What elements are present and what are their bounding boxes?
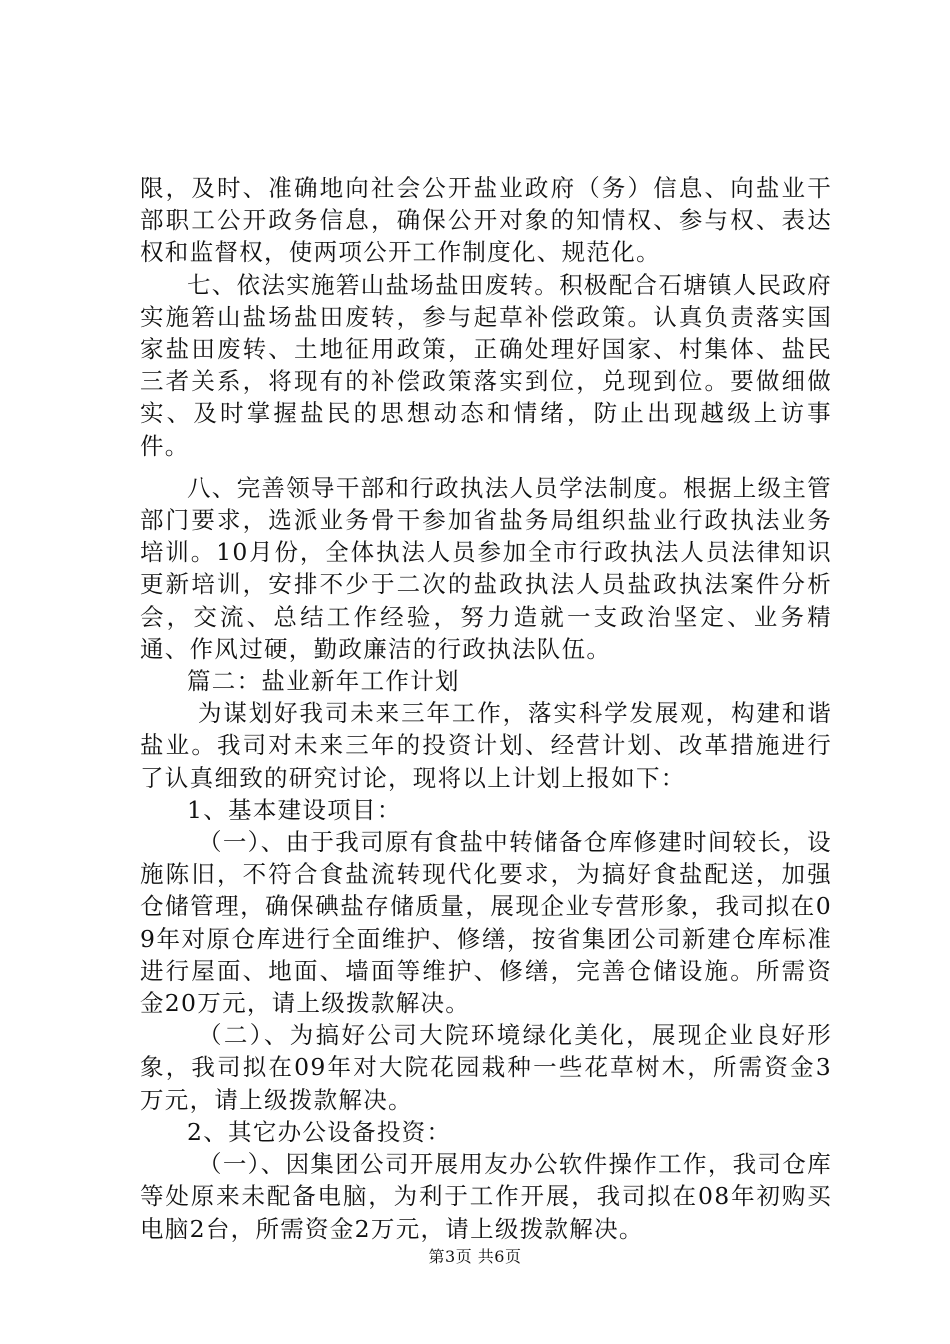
paragraph-section-eight: 八、完善领导干部和行政执法人员学法制度。根据上级主管部门要求，选派业务骨干参加省盐务局组织盐业行政执法业务培训。10月份，全体执法人员参加全市行政执法人员法律知识更新培训，安排不少于二次的盐政执法人员盐政执法案件分析会，交流、总结工作经验，努力造就一支政治坚定、业务精通、作风过硬，勤政廉洁的行政执法队伍。	[140, 473, 832, 663]
paragraph-item-greening: （二）、为搞好公司大院环境绿化美化，展现企业良好形象，我司拟在09年对大院花园栽种一些花草树木，所需资金3万元，请上级拨款解决。	[140, 1021, 832, 1114]
subheading-construction: 1、基本建设项目：	[187, 795, 402, 824]
paragraph-item-warehouse: （一）、由于我司原有食盐中转储备仓库修建时间较长，设施陈旧，不符合食盐流转现代化要求，为搞好食盐配送，加强仓储管理，确保碘盐存储质量，展现企业专营形象，我司拟在09年对原仓库进行全面维护、修缮，按省集团公司新建仓库标准进行屋面、地面、墙面等维护、修缮，完善仓储设施。所需资金20万元，请上级拨款解决。	[140, 828, 832, 1018]
page-footer: 第3页 共6页	[428, 1247, 522, 1266]
paragraph-continuation: 限，及时、准确地向社会公开盐业政府（务）信息、向盐业干部职工公开政务信息，确保公开对象的知情权、参与权、表达权和监督权，使两项公开工作制度化、规范化。	[140, 174, 832, 267]
paragraph-item-computers: （一）、因集团公司开展用友办公软件操作工作，我司仓库等处原来未配备电脑，为利于工作开展，我司拟在08年初购买电脑2台，所需资金2万元，请上级拨款解决。	[140, 1150, 832, 1243]
paragraph-intro: 为谋划好我司未来三年工作，落实科学发展观，构建和谐盐业。我司对未来三年的投资计划、经营计划、改革措施进行了认真细致的研究讨论，现将以上计划上报如下：	[140, 699, 832, 792]
document-body	[140, 172, 832, 1245]
section-heading: 篇二：盐业新年工作计划	[187, 667, 460, 696]
subheading-equipment: 2、其它办公设备投资：	[187, 1117, 452, 1146]
paragraph-section-seven: 七、依法实施箬山盐场盐田废转。积极配合石塘镇人民政府实施箬山盐场盐田废转，参与起草补偿政策。认真负责落实国家盐田废转、土地征用政策，正确处理好国家、村集体、盐民三者关系，将现有的补偿政策落实到位，兑现到位。要做细做实、及时掌握盐民的思想动态和情绪，防止出现越级上访事件。	[140, 270, 832, 460]
